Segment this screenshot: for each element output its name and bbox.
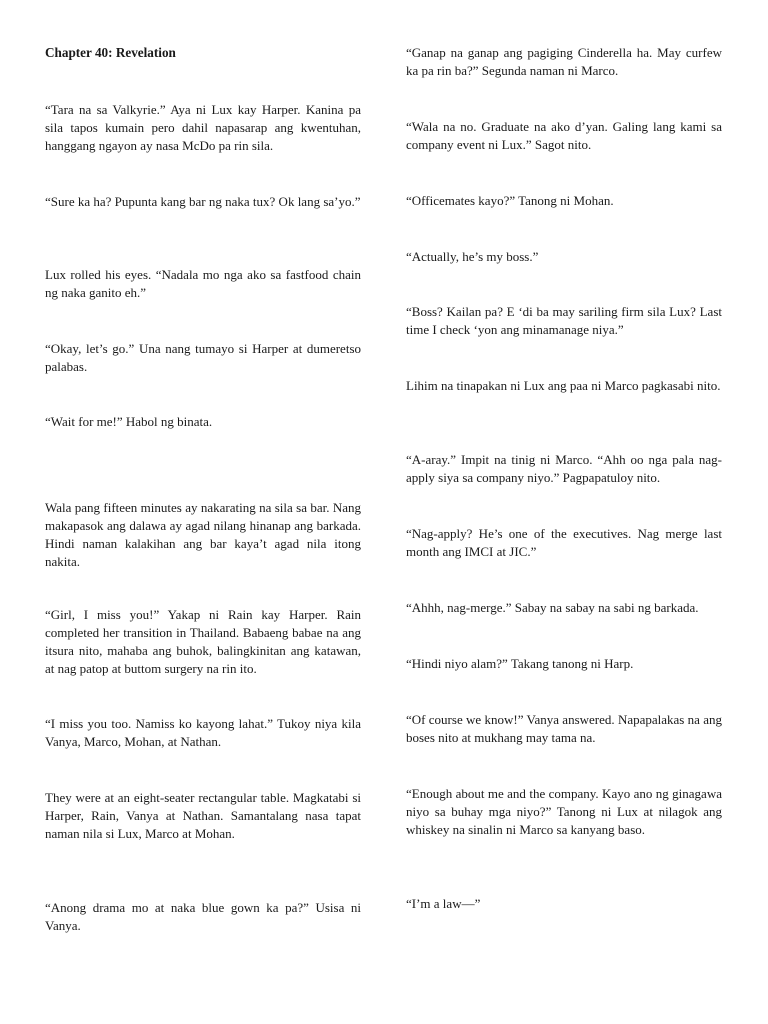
paragraph: “Anong drama mo at naka blue gown ka pa?” Usisa ni Vanya. — [45, 900, 361, 933]
paragraph: “Hindi niyo alam?” Takang tanong ni Harp. — [406, 656, 634, 671]
paragraph: Lux rolled his eyes. “Nadala mo nga ako sa fastfood chain ng naka ganito eh.” — [45, 267, 361, 300]
paragraph: “I’m a law—” — [406, 896, 481, 911]
paragraph: Lihim na tinapakan ni Lux ang paa ni Marco pagkasabi nito. — [406, 378, 721, 393]
paragraph: They were at an eight-seater rectangular table. Magkatabi si Harper, Rain, Vanya at Nathan. Samantalang nasa tapat naman nila si Lux, Marco at Mohan. — [45, 790, 361, 841]
paragraph: “Officemates kayo?” Tanong ni Mohan. — [406, 193, 614, 208]
paragraph: Wala pang fifteen minutes ay nakarating na sila sa bar. Nang makapasok ang dalawa ay agad nilang hinanap ang barkada. Hindi naman kalakihan ang bar kaya’t agad nila itong nakita. — [45, 500, 361, 569]
paragraph: “Wait for me!” Habol ng binata. — [45, 414, 213, 429]
paragraph: “Wala na no. Graduate na ako d’yan. Galing lang kami sa company event ni Lux.” Sagot nito. — [406, 119, 722, 152]
paragraph: “Boss? Kailan pa? E ‘di ba may sariling firm sila Lux? Last time I check ‘yon ang minamanage niya.” — [406, 304, 722, 337]
paragraph: “Of course we know!” Vanya answered. Napapalakas na ang boses nito at mukhang may tama na. — [406, 712, 722, 745]
left-column — [45, 44, 361, 933]
paragraph: “Enough about me and the company. Kayo ano ng ginagawa niyo sa buhay mga niyo?” Tanong ni Lux at nilagok ang whiskey na sinalin ni Marco sa kanyang baso. — [406, 786, 722, 837]
paragraph: “Okay, let’s go.” Una nang tumayo si Harper at dumeretso palabas. — [45, 341, 361, 374]
paragraph: “I miss you too. Namiss ko kayong lahat.” Tukoy niya kila Vanya, Marco, Mohan, at Nathan. — [45, 716, 361, 749]
chapter-title: Chapter 40: Revelation — [45, 45, 176, 60]
paragraph: “Girl, I miss you!” Yakap ni Rain kay Harper. Rain completed her transition in Thailand. Babaeng babae na ang itsura nito, mahaba ang buhok, balingkinitan ang katawan, at nag patop at buttom surgery na rin ito. — [45, 607, 361, 676]
paragraph: “Tara na sa Valkyrie.” Aya ni Lux kay Harper. Kanina pa sila tapos kumain pero dahil napasarap ang kwentuhan, hanggang ngayon ay nasa McDo pa rin sila. — [45, 102, 361, 153]
paragraph: “Sure ka ha? Pupunta kang bar ng naka tux? Ok lang sa’yo.” — [45, 194, 361, 209]
paragraph: “Ahhh, nag-merge.” Sabay na sabay na sabi ng barkada. — [406, 600, 699, 615]
paragraph: “A-aray.” Impit na tinig ni Marco. “Ahh oo nga pala nag-apply siya sa company niyo.” Pagpapatuloy nito. — [406, 452, 722, 485]
paragraph: “Nag-apply? He’s one of the executives. Nag merge last month ang IMCI at JIC.” — [406, 526, 722, 559]
paragraph: “Ganap na ganap ang pagiging Cinderella ha. May curfew ka pa rin ba?” Segunda naman ni Marco. — [406, 45, 722, 78]
paragraph: “Actually, he’s my boss.” — [406, 249, 539, 264]
